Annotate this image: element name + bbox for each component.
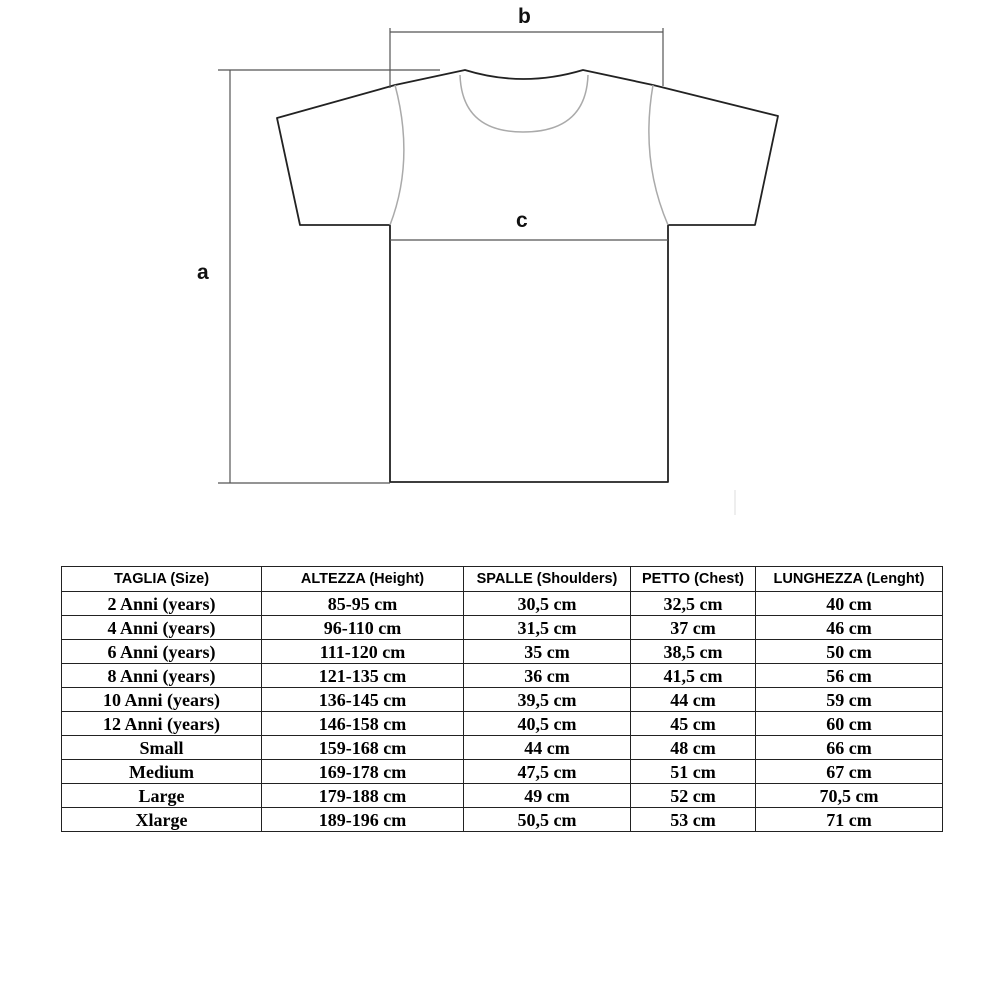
cell-length: 59 cm [756, 688, 943, 712]
header-size: TAGLIA (Size) [62, 567, 262, 592]
cell-height: 159-168 cm [262, 736, 464, 760]
size-chart-table [61, 566, 943, 832]
dimension-c-label: c [516, 209, 528, 232]
cell-chest: 44 cm [631, 688, 756, 712]
cell-size: 2 Anni (years) [62, 592, 262, 616]
header-length: LUNGHEZZA (Lenght) [756, 567, 943, 592]
cell-shoulders: 31,5 cm [464, 616, 631, 640]
cell-height: 189-196 cm [262, 808, 464, 832]
cell-height: 121-135 cm [262, 664, 464, 688]
table-row [62, 712, 943, 736]
dimension-a [218, 70, 440, 483]
table-row [62, 784, 943, 808]
cell-length: 40 cm [756, 592, 943, 616]
cell-chest: 53 cm [631, 808, 756, 832]
cell-length: 70,5 cm [756, 784, 943, 808]
table-row [62, 808, 943, 832]
cell-height: 179-188 cm [262, 784, 464, 808]
cell-size: Large [62, 784, 262, 808]
cell-length: 56 cm [756, 664, 943, 688]
cell-size: 6 Anni (years) [62, 640, 262, 664]
table-row [62, 640, 943, 664]
cell-chest: 32,5 cm [631, 592, 756, 616]
cell-shoulders: 36 cm [464, 664, 631, 688]
cell-height: 146-158 cm [262, 712, 464, 736]
dimension-b-label: b [518, 5, 531, 28]
collar-seam [460, 75, 588, 132]
cell-shoulders: 30,5 cm [464, 592, 631, 616]
cell-shoulders: 50,5 cm [464, 808, 631, 832]
cell-height: 136-145 cm [262, 688, 464, 712]
cell-size: 12 Anni (years) [62, 712, 262, 736]
cell-chest: 45 cm [631, 712, 756, 736]
table-row [62, 688, 943, 712]
right-sleeve-seam [649, 85, 668, 225]
table-header-row [62, 567, 943, 592]
cell-shoulders: 49 cm [464, 784, 631, 808]
header-chest: PETTO (Chest) [631, 567, 756, 592]
table-row [62, 760, 943, 784]
left-sleeve-seam [390, 85, 404, 225]
cell-chest: 52 cm [631, 784, 756, 808]
table-row [62, 664, 943, 688]
cell-shoulders: 47,5 cm [464, 760, 631, 784]
cell-chest: 41,5 cm [631, 664, 756, 688]
header-shoulders: SPALLE (Shoulders) [464, 567, 631, 592]
cell-length: 50 cm [756, 640, 943, 664]
cell-shoulders: 35 cm [464, 640, 631, 664]
cell-chest: 37 cm [631, 616, 756, 640]
cell-shoulders: 44 cm [464, 736, 631, 760]
table-row [62, 592, 943, 616]
header-height: ALTEZZA (Height) [262, 567, 464, 592]
cell-shoulders: 39,5 cm [464, 688, 631, 712]
table-row [62, 736, 943, 760]
cell-chest: 48 cm [631, 736, 756, 760]
cell-length: 67 cm [756, 760, 943, 784]
dimension-a-label: a [197, 261, 209, 284]
cell-size: Small [62, 736, 262, 760]
cell-length: 60 cm [756, 712, 943, 736]
cell-size: Medium [62, 760, 262, 784]
cell-height: 169-178 cm [262, 760, 464, 784]
cell-height: 96-110 cm [262, 616, 464, 640]
cell-size: 4 Anni (years) [62, 616, 262, 640]
cell-size: Xlarge [62, 808, 262, 832]
cell-size: 8 Anni (years) [62, 664, 262, 688]
cell-height: 111-120 cm [262, 640, 464, 664]
cell-size: 10 Anni (years) [62, 688, 262, 712]
cell-length: 66 cm [756, 736, 943, 760]
cell-height: 85-95 cm [262, 592, 464, 616]
cell-chest: 38,5 cm [631, 640, 756, 664]
cell-length: 46 cm [756, 616, 943, 640]
table-row [62, 616, 943, 640]
cell-chest: 51 cm [631, 760, 756, 784]
cell-length: 71 cm [756, 808, 943, 832]
cell-shoulders: 40,5 cm [464, 712, 631, 736]
